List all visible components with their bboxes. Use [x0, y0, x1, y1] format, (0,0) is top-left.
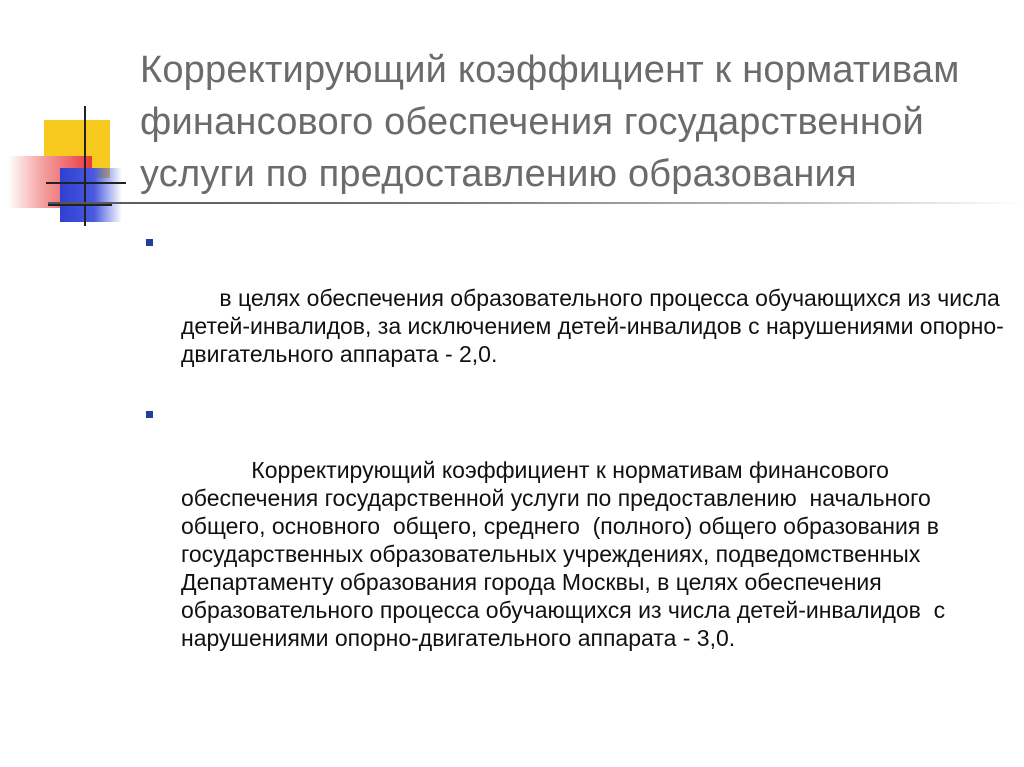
square-bullet-icon	[146, 239, 153, 246]
bullet-item	[148, 228, 1008, 396]
decorative-horizontal-line	[46, 182, 126, 184]
square-bullet-icon	[146, 411, 153, 418]
bullet-text: Корректирующий коэффициент к нормативам финансового обеспечения государственной услуги по предоставлению начального общего, основного общего, среднего (полного) общего образования в государственных образовательных учреждениях, подведомственных Департаменту образования города Москвы, в целях обеспечения образовательного процесса обучающихся из числа детей-инвалидов с нарушениями опорно-двигательного аппарата - 3,0.	[181, 457, 958, 651]
bullet-item	[148, 400, 1008, 680]
bullet-list	[148, 228, 1008, 684]
bullet-text: в целях обеспечения образовательного процесса обучающихся из числа детей-инвалидов, за исключением детей-инвалидов с нарушениями опорно-двигательного аппарата - 2,0.	[181, 285, 1007, 367]
slide-title: Корректирующий коэффициент к нормативам финансового обеспечения государственной услуги по предоставлению образования	[140, 49, 960, 195]
decorative-horizontal-line-lower	[48, 204, 112, 206]
title-divider	[48, 202, 1024, 204]
decorative-vertical-line	[84, 106, 86, 226]
decorative-blue-square	[60, 168, 122, 222]
